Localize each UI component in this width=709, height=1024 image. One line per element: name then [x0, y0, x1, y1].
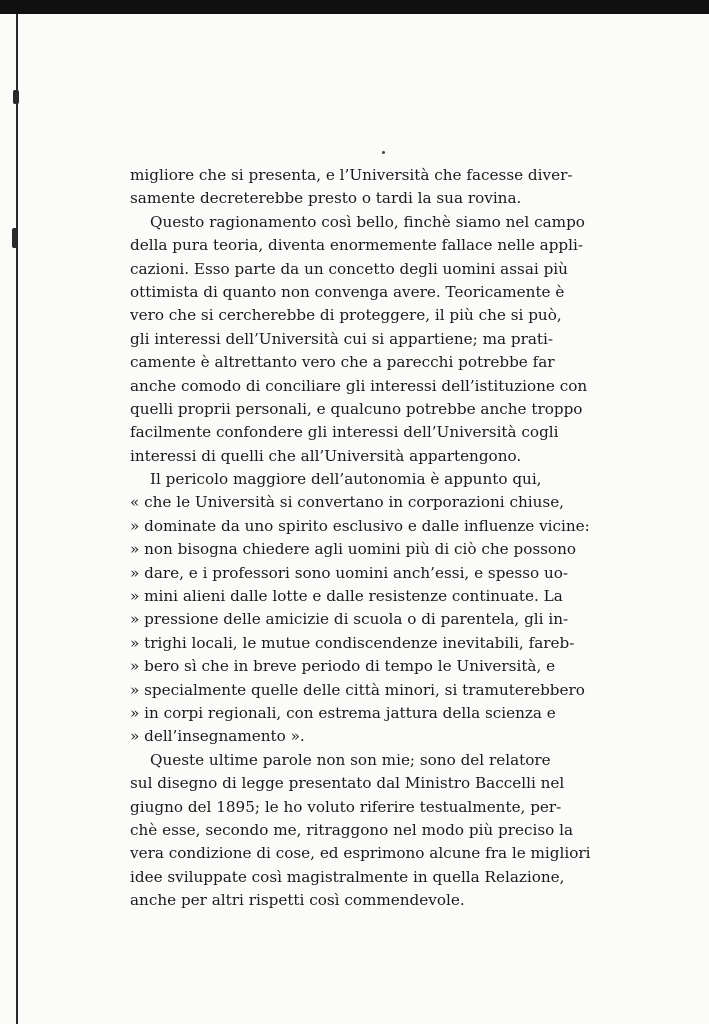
- scan-top-border: [0, 0, 709, 14]
- text-line: Il pericolo maggiore dell’autonomia è appunto qui,: [150, 470, 542, 489]
- text-line: cazioni. Esso parte da un concetto degli uomini assai più: [130, 259, 568, 278]
- text-line: interessi di quelli che all’Università appartengono.: [130, 446, 522, 465]
- text-line: » bero sì che in breve periodo di tempo le Università, e: [130, 657, 556, 676]
- text-line: » non bisogna chiedere agli uomini più di ciò che possono: [130, 540, 576, 559]
- text-line: » trighi locali, le mutue condiscendenze inevitabili, fareb-: [130, 633, 575, 652]
- text-line: idee sviluppate così magistralmente in quella Relazione,: [130, 867, 565, 886]
- scan-margin-mark: [12, 228, 18, 248]
- text-line: migliore che si presenta, e l’Università che facesse diver-: [130, 166, 573, 184]
- text-line: » dell’insegnamento ».: [130, 727, 305, 746]
- text-line: camente è altrettanto vero che a parecchi potrebbe far: [130, 353, 555, 372]
- text-line: gli interessi dell’Università cui si appartiene; ma prati-: [130, 329, 554, 348]
- text-line: » specialmente quelle delle città minori, si tramuterebbero: [130, 680, 585, 699]
- text-line: giugno del 1895; le ho voluto riferire testualmente, per-: [130, 797, 562, 816]
- scan-left-edge: [16, 14, 18, 1024]
- text-line: » dare, e i professori sono uomini anch’essi, e spesso uo-: [130, 563, 569, 582]
- text-line: Queste ultime parole non son mie; sono del relatore: [150, 750, 551, 769]
- page-speck: [382, 151, 385, 154]
- page-body-text: [130, 164, 591, 913]
- text-line: » in corpi regionali, con estrema jattura della scienza e: [130, 703, 556, 722]
- text-line: » pressione delle amicizie di scuola o di parentela, gli in-: [130, 610, 569, 629]
- text-line: della pura teoria, diventa enormemente fallace nelle appli-: [130, 236, 583, 255]
- text-line: sul disegno di legge presentato dal Ministro Baccelli nel: [130, 774, 565, 793]
- text-line: » mini alieni dalle lotte e dalle resistenze continuate. La: [130, 587, 563, 606]
- text-line: « che le Università si convertano in corporazioni chiuse,: [130, 493, 565, 512]
- text-line: facilmente confondere gli interessi dell’Università cogli: [130, 423, 559, 442]
- text-line: vera condizione di cose, ed esprimono alcune fra le migliori: [130, 844, 591, 863]
- text-line: samente decreterebbe presto o tardi la sua rovina.: [130, 189, 522, 208]
- text-line: quelli proprii personali, e qualcuno potrebbe anche troppo: [130, 399, 583, 418]
- text-line: » dominate da uno spirito esclusivo e dalle influenze vicine:: [130, 516, 590, 535]
- text-line: anche per altri rispetti così commendevole.: [130, 891, 465, 910]
- text-line: ottimista di quanto non convenga avere. Teoricamente è: [130, 282, 565, 301]
- scan-margin-mark: [13, 90, 19, 104]
- text-line: chè esse, secondo me, ritraggono nel modo più preciso la: [130, 820, 574, 839]
- text-line: Questo ragionamento così bello, finchè siamo nel campo: [150, 212, 585, 231]
- text-line: anche comodo di conciliare gli interessi dell’istituzione con: [130, 376, 588, 395]
- text-line: vero che si cercherebbe di proteggere, il più che si può,: [130, 306, 562, 325]
